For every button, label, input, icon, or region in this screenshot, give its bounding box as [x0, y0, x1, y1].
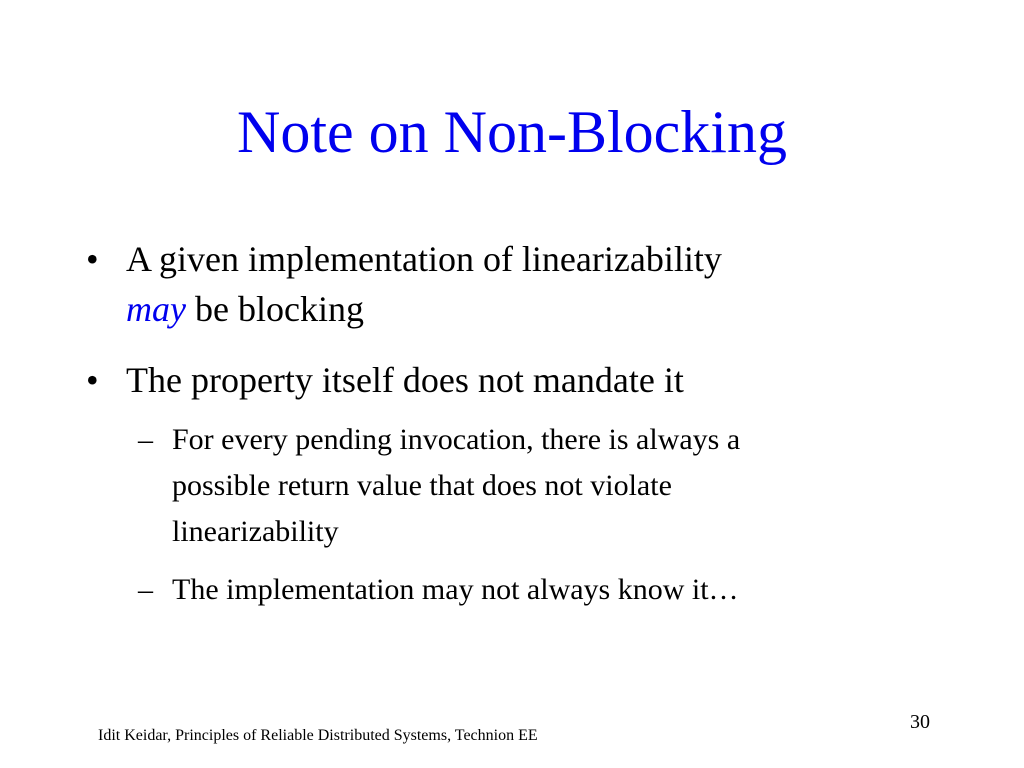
slide-title: Note on Non-Blocking	[237, 99, 787, 165]
sub-text: The implementation may not always know it…	[172, 573, 739, 606]
sub-marker: –	[138, 573, 153, 606]
bullet-text: The property itself does not mandate it	[126, 360, 684, 400]
bullet-marker: •	[86, 360, 99, 400]
bullet-text-line-1: A given implementation of linearizability	[126, 239, 722, 279]
sub-text-line-3: linearizability	[172, 515, 339, 548]
sub-text-line-1: For every pending invocation, there is always a	[172, 423, 741, 456]
slide-footer: Idit Keidar, Principles of Reliable Distributed Systems, Technion EE	[98, 727, 538, 744]
emphasis-may: may	[126, 289, 186, 329]
page-number: 30	[910, 711, 930, 733]
bullet-text-line-2-rest: be blocking	[185, 289, 364, 329]
sub-marker: –	[138, 423, 153, 456]
sub-text-line-2: possible return value that does not violate	[172, 469, 672, 502]
bullet-marker: •	[86, 239, 99, 279]
bullet-text-line-2	[126, 284, 364, 334]
